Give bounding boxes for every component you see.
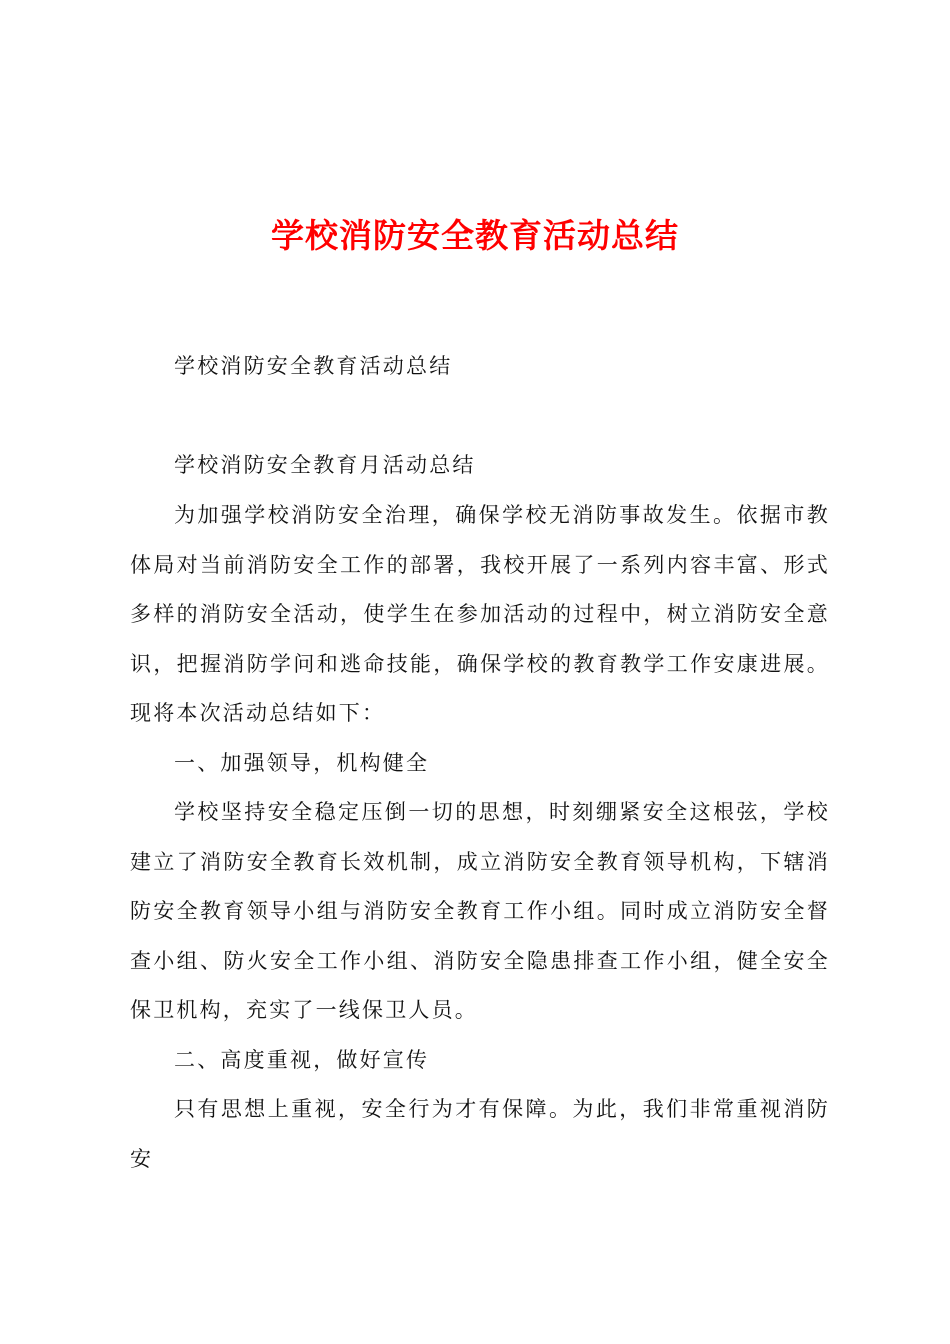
heading-section-1: 一、加强领导，机构健全 — [174, 750, 430, 775]
paragraph-section-1: 学校坚持安全稳定压倒一切的思想，时刻绷紧安全这根弦，学校建立了消防安全教育长效机制，成立消防安全教育领导机构，下辖消防安全教育领导小组与消防安全教育工作小组。同时成立消防安全督查小组、防火安全工作小组、消防安全隐患排查工作小组，健全安全保卫机构，充实了一线保卫人员。 — [130, 800, 830, 1022]
paragraph-section-2: 只有思想上重视，安全行为才有保障。为此，我们非常重视消防安 — [130, 1097, 830, 1171]
document-body — [130, 491, 830, 1184]
paragraph-intro: 为加强学校消防安全治理，确保学校无消防事故发生。依据市教体局对当前消防安全工作的部署，我校开展了一系列内容丰富、形式多样的消防安全活动，使学生在参加活动的过程中，树立消防安全意识，把握消防学问和逃命技能，确保学校的教育教学工作安康进展。现将本次活动总结如下： — [130, 503, 830, 725]
document-subtitle: 学校消防安全教育活动总结 — [174, 354, 453, 378]
document-section-title: 学校消防安全教育月活动总结 — [174, 453, 476, 477]
document-title: 学校消防安全教育活动总结 — [271, 216, 679, 255]
heading-section-2: 二、高度重视，做好宣传 — [174, 1047, 430, 1072]
